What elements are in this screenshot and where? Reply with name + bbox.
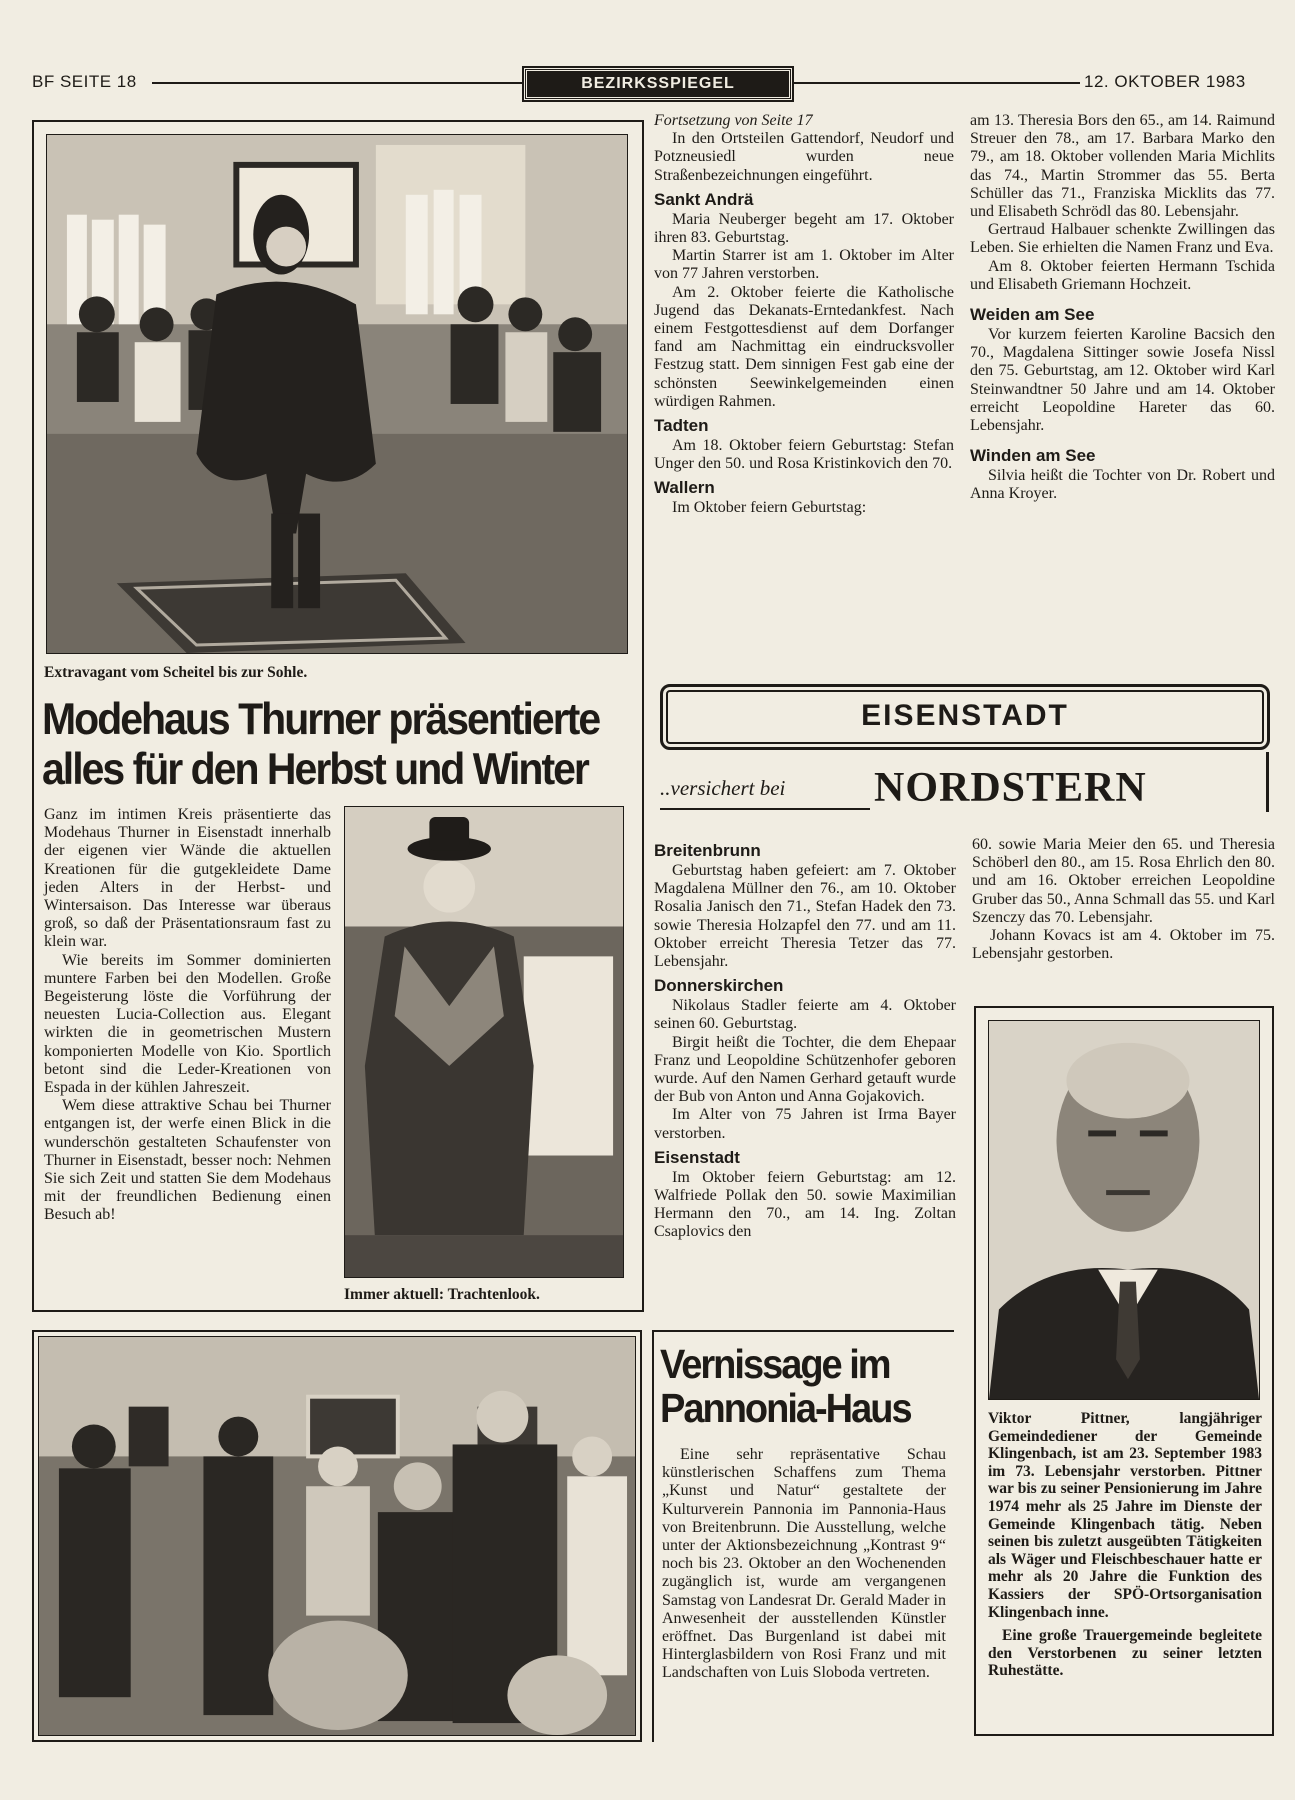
runway-photo — [46, 134, 628, 654]
header-rule-left — [152, 82, 522, 84]
trachten-photo — [344, 806, 624, 1278]
news-paragraph: am 13. Theresia Bors den 65., am 14. Raimund Streuer den 78., am 17. Barbara Marko den 79., am 18. Oktober vollenden Maria Michlits das 74., Martin Strommer das 55. Berta Schüller das 71., Franziska Micklits das 77. und Elisabeth Schrödl das 80. Lebensjahr. — [970, 112, 1275, 221]
heading-wallern: Wallern — [654, 478, 715, 498]
heading-donnerskirchen: Donnerskirchen — [654, 976, 784, 996]
news-paragraph: Am 2. Oktober feierte die Katholische Jugend das Dekanats-Erntedankfest. Nach einem Festgottesdienst auf dem Dorfanger fand am Nachmittag ein eindrucksvoller Festzug statt. Dem sinnigen Fest gab eine der schönsten Seewinkelgemeinden einen würdigen Rahmen. — [654, 283, 954, 410]
news-paragraph: Im Oktober feiern Geburtstag: am 12. Walfriede Pollak den 50. sowie Maximilian Hermann den 70., am 14. Ing. Zoltan Csaplovics den — [654, 1168, 956, 1241]
vernissage-paragraph: Eine sehr repräsentative Schau künstlerischen Schaffens zum Thema „Kunst und Natur“ gestaltete der Kulturverein Pannonia im Pannonia-Haus von Breitenbrunn. Die Ausstellung, welche unter der Aktionsbezeichnung „Kontrast 9“ noch bis 23. Oktober an den Wochenenden zugänglich ist, wurde am vergangenen Samstag von Landesrat Dr. Gerald Mader in Anwesenheit der ausstellenden Künstler eröffnet. Das Burgenland ist dabei mit Hinterglasbildern von Rosi Franz und mit Landschaften von Luis Sloboda vertreten. — [662, 1446, 946, 1682]
news-paragraph: Im Alter von 75 Jahren ist Irma Bayer verstorben. — [654, 1106, 956, 1142]
fashion-paragraph: Ganz im intimen Kreis präsentierte das Modehaus Thurner in Eisenstadt innerhalb der eigenen vier Wände die aktuellen Kreationen für die gutgekleidete Dame jeden Alters in der Herbst- und Wintersaison. Das Interesse war überaus groß, so daß der Präsentationsraum fast zu klein war. — [44, 806, 331, 951]
heading-tadten: Tadten — [654, 416, 709, 436]
fashion-body — [44, 806, 331, 1225]
vernissage-headline-2: Pannonia-Haus — [660, 1386, 911, 1432]
news-paragraph: Nikolaus Stadler feierte am 4. Oktober seinen 60. Geburtstag. — [654, 997, 956, 1033]
news-paragraph: Birgit heißt die Tochter, die dem Ehepaar Franz und Leopoldine Schützenhofer geboren wurde. Auf den Namen Gerhard getauft wurde der Bub von Anton und Anna Gojakovich. — [654, 1033, 956, 1106]
pittner-text — [988, 1410, 1262, 1680]
trachten-illustration — [345, 807, 623, 1277]
pittner-portrait — [988, 1020, 1260, 1400]
nordstern-logo: NORDSTERN — [874, 765, 1147, 811]
heading-eisenstadt: Eisenstadt — [654, 1147, 740, 1167]
trachten-caption: Immer aktuell: Trachtenlook. — [344, 1286, 540, 1303]
heading-sankt-andrae: Sankt Andrä — [654, 189, 754, 209]
news-paragraph: Silvia heißt die Tochter von Dr. Robert und Anna Kroyer. — [970, 467, 1275, 503]
heading-winden: Winden am See — [970, 446, 1096, 466]
news-paragraph: Maria Neuberger begeht am 17. Oktober ihren 83. Geburtstag. — [654, 210, 954, 247]
eisenstadt-column-right — [972, 836, 1275, 963]
vernissage-article — [652, 1330, 954, 1742]
continued-note: Fortsetzung von Seite 17 — [654, 112, 813, 129]
issue-date: 12. OKTOBER 1983 — [1084, 72, 1246, 91]
section-title: BEZIRKSSPIEGEL — [524, 68, 792, 100]
fashion-headline-2: alles für den Herbst und Winter — [42, 744, 588, 794]
pittner-obituary — [974, 1006, 1274, 1736]
news-paragraph: Am 18. Oktober feiern Geburtstag: Stefan Unger den 50. und Rosa Kristinkovich den 70. — [654, 437, 954, 473]
vernissage-photo — [38, 1336, 636, 1736]
news-paragraph: Martin Starrer ist am 1. Oktober im Alter von 77 Jahren verstorben. — [654, 247, 954, 283]
fashion-paragraph: Wem diese attraktive Schau bei Thurner entgangen ist, der werfe einen Blick in die wunderschön gestalteten Schaufenster von Thurner in Eisenstadt, besser noch: Nehmen Sie sich Zeit und statten Sie dem Modehaus mit der freundlichen Bedienung einen Besuch ab! — [44, 1097, 331, 1224]
pittner-closing: Eine große Trauergemeinde begleitete den Verstorbenen zu seiner letzten Ruhestätte. — [988, 1627, 1262, 1680]
header-rule-right — [794, 82, 1080, 84]
versichert-rule — [660, 808, 870, 810]
page-number: BF SEITE 18 — [32, 72, 137, 91]
news-paragraph: Geburtstag haben gefeiert: am 7. Oktober Magdalena Müllner den 76., am 10. Oktober Rosalia Janisch den 71., Stefan Hadek den 73. sowie Theresia Holzapfel den 77. und am 11. Oktober erreicht Theresia Tetzer das 77. Lebensjahr. — [654, 862, 956, 971]
column-3-news — [970, 112, 1275, 504]
heading-weiden: Weiden am See — [970, 305, 1095, 325]
portrait-illustration — [989, 1021, 1259, 1399]
streets-paragraph: In den Ortsteilen Gattendorf, Neudorf und Potzneusiedl wurden neue Straßenbezeichnungen eingeführt. — [654, 130, 954, 184]
fashion-headline-1: Modehaus Thurner präsentierte — [42, 694, 600, 744]
vernissage-illustration — [39, 1337, 635, 1735]
eisenstadt-column-left — [654, 836, 956, 1242]
fashion-article — [32, 120, 644, 1312]
heading-breitenbrunn: Breitenbrunn — [654, 841, 761, 860]
nordstern-rule — [1266, 752, 1269, 812]
runway-caption: Extravagant vom Scheitel bis zur Sohle. — [44, 664, 308, 681]
vernissage-photo-frame — [32, 1330, 642, 1742]
news-paragraph: Gertraud Halbauer schenkte Zwillingen das Leben. Sie erhielten die Namen Franz und Eva. — [970, 221, 1275, 257]
runway-illustration — [47, 135, 627, 653]
news-paragraph: 60. sowie Maria Meier den 65. und Theresia Schöberl den 80., am 15. Rosa Ehrlich den 80. und am 16. Oktober erreichen Leopoldine Gruber das 50., Anna Schmall das 55. und Karl Szenczy das 70. Lebensjahr. — [972, 836, 1275, 926]
vernissage-headline-1: Vernissage im — [660, 1342, 890, 1388]
news-paragraph: Am 8. Oktober feierten Hermann Tschida und Elisabeth Griemann Hochzeit. — [970, 257, 1275, 293]
column-2-news — [654, 112, 954, 518]
news-paragraph: Johann Kovacs ist am 4. Oktober im 75. Lebensjahr gestorben. — [972, 927, 1275, 963]
news-paragraph: Vor kurzem feierten Karoline Bacsich den 70., Magdalena Sittinger sowie Josefa Nissl den 75. Geburtstag, am 12. Oktober wird Karl Steinwandtner 50 Jahre und am 14. Oktober erreicht Leopoldine Hareter das 60. Lebensjahr. — [970, 326, 1275, 435]
vernissage-body — [662, 1446, 946, 1683]
pittner-caption: Viktor Pittner, langjähriger Gemeindediener der Gemeinde Klingenbach, ist am 23. September 1983 im 73. Lebensjahr verstorben. Pittner war bis zu seiner Pensionierung im Jahre 1974 mehr als 25 Jahre im Dienste der Gemeinde Klingenbach tätig. Neben seinen bis zuletzt ausgeübten Tätigkeiten als Wäger und Fleischbeschauer hatte er mehr als 20 Jahre die Funktion des Kassiers der SPÖ-Ortsorganisation Klingenbach inne. — [988, 1410, 1262, 1621]
eisenstadt-banner: EISENSTADT — [660, 684, 1270, 750]
news-paragraph: Im Oktober feiern Geburtstag: — [672, 499, 867, 517]
fashion-paragraph: Wie bereits im Sommer dominierten muntere Farben bei den Modellen. Große Begeisterung löste die Vorführung der neuesten Lucia-Collection aus. Elegant wirkten die in geometrischen Mustern komponierten Modelle von Kio. Sportlich betont sind die Leder-Kreationen von Espada in der kühlen Jahreszeit. — [44, 951, 331, 1097]
versichert-text: ..versichert bei — [660, 776, 786, 800]
